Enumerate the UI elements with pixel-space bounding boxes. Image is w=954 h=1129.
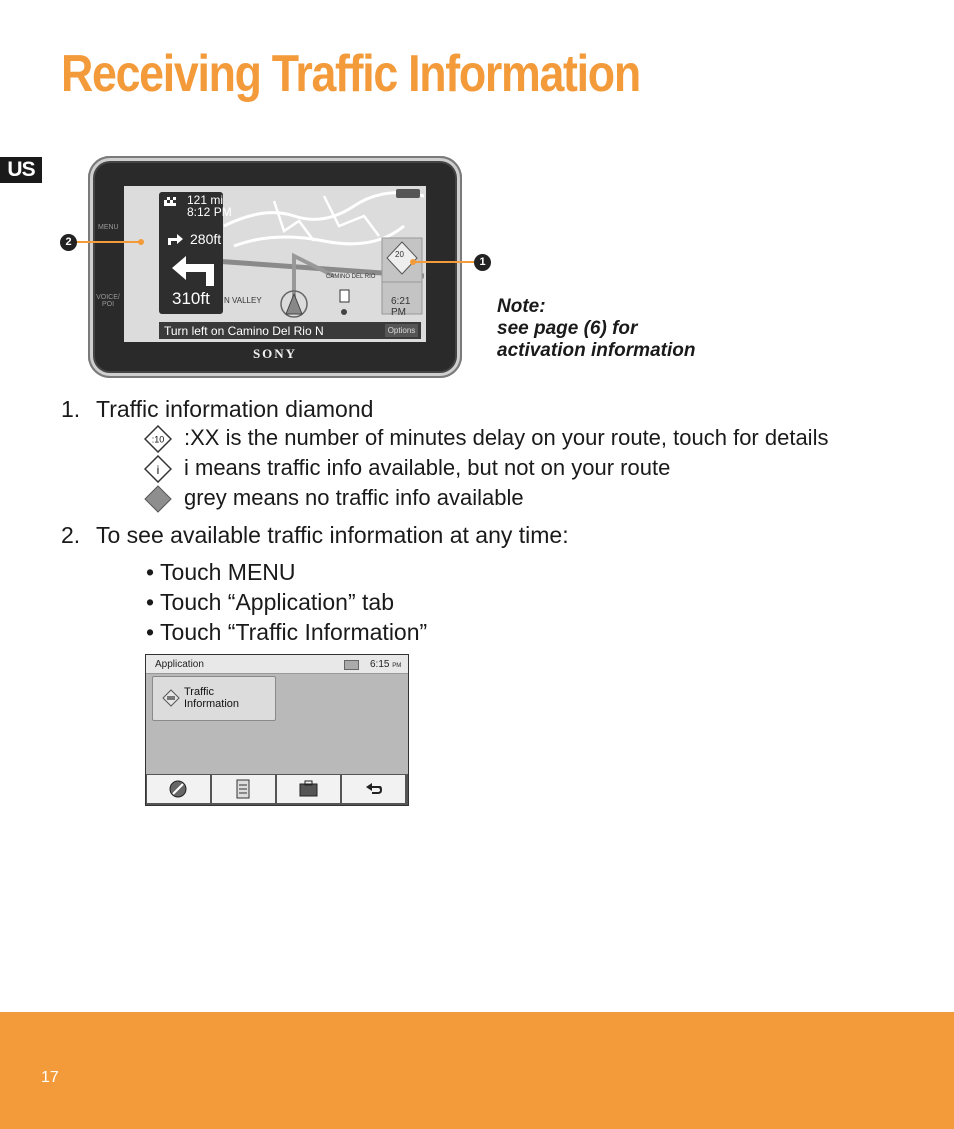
map-street-label: CAMINO DEL RIO (326, 274, 376, 280)
map-street-label: N VALLEY (224, 296, 262, 305)
callout-1-badge: 1 (474, 254, 491, 271)
page-title: Receiving Traffic Information (61, 45, 640, 103)
diamond-grey-icon (144, 485, 172, 513)
note-line: activation information (497, 340, 696, 361)
diamond-row (144, 485, 524, 513)
diamond-row (144, 455, 670, 483)
traffic-information-label: Traffic Information (184, 686, 240, 710)
list-text: To see available traffic information at any time: (96, 522, 569, 548)
traffic-diamond-value[interactable]: 20 (395, 250, 404, 259)
traffic-status-icon (344, 660, 359, 670)
turn-distance-large: 310ft (172, 289, 210, 308)
voice-poi-side-label: VOICE/ POI (96, 294, 120, 308)
svg-text::10: :10 (151, 434, 165, 445)
next-turn-distance: 280ft (190, 231, 222, 247)
bullet-item: • Touch “Traffic Information” (146, 619, 428, 645)
toolbox-tab[interactable] (277, 775, 340, 803)
document-list-icon (212, 775, 275, 803)
diamond-description: grey means no traffic info available (184, 485, 524, 510)
back-arrow-icon (342, 775, 405, 803)
arrival-time: 8:12 PM (187, 205, 232, 219)
diamond-description: :XX is the number of minutes delay on your route, touch for details (184, 425, 829, 450)
menu-side-label: MENU (98, 224, 119, 231)
bullet-item: • Touch “Application” tab (146, 589, 394, 615)
app-clock: 6:15 PM (370, 659, 402, 670)
traffic-icon (162, 689, 180, 707)
compass-icon (147, 775, 210, 803)
street-instruction: Turn left on Camino Del Rio N (164, 324, 324, 338)
back-tab[interactable] (342, 775, 405, 803)
remaining-distance: 121 mi (187, 193, 224, 207)
document-list-tab[interactable] (212, 775, 275, 803)
toolbox-icon (277, 775, 340, 803)
note-line: see page (6) for (497, 318, 638, 339)
page-number: 17 (41, 1069, 59, 1086)
list-number: 1. (61, 396, 81, 422)
list-item-2 (61, 522, 569, 549)
list-text: Traffic information diamond (96, 396, 374, 422)
note-heading: Note: (497, 296, 546, 317)
app-title: Application (155, 659, 204, 670)
footer-band (0, 1012, 954, 1129)
application-screen (145, 654, 409, 806)
options-button[interactable]: Options (385, 324, 418, 337)
compass-tab[interactable] (147, 775, 210, 803)
activation-note (497, 296, 695, 362)
list-item-1 (61, 396, 373, 423)
traffic-information-button[interactable] (152, 676, 276, 721)
diamond-description: i means traffic info available, but not on your route (184, 455, 671, 480)
list-number: 2. (61, 522, 81, 548)
map-clock: 6:21 PM (391, 296, 411, 318)
app-tab-bar (146, 774, 408, 805)
region-tag: US (0, 157, 42, 183)
callout-lines (0, 0, 954, 400)
svg-text:i: i (156, 463, 160, 478)
diamond-i-icon (144, 455, 172, 483)
app-header (146, 655, 408, 674)
bullet-item: • Touch MENU (146, 559, 296, 585)
diamond-10-icon (144, 425, 172, 453)
diamond-row (144, 425, 828, 453)
sony-logo: SONY (252, 346, 298, 361)
callout-2-badge: 2 (60, 234, 77, 251)
